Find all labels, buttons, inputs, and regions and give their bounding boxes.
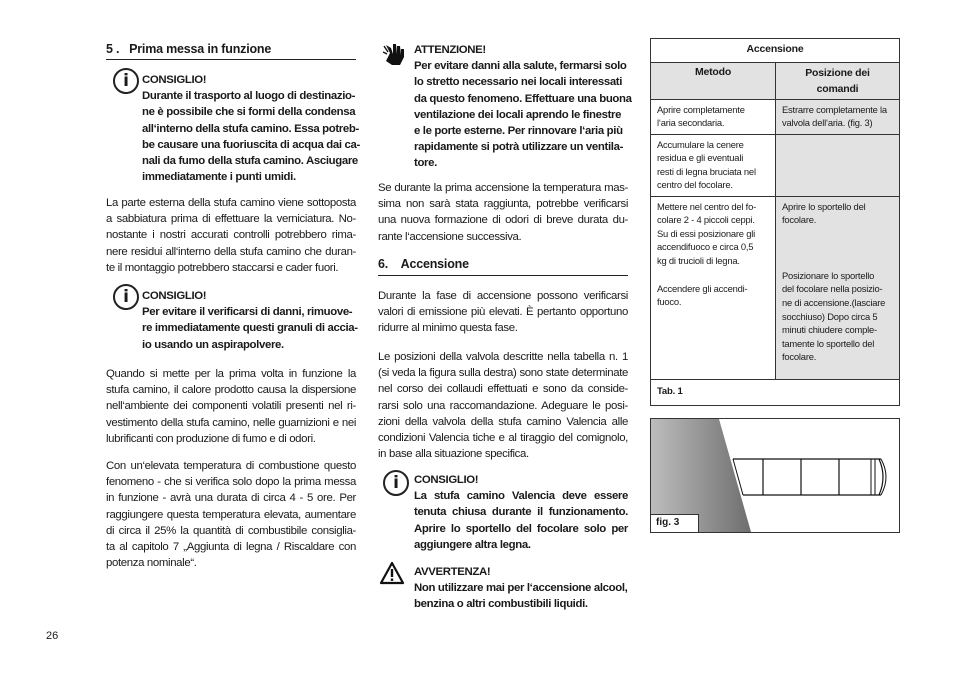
table-caption: Tab. 1 — [657, 385, 683, 397]
text-line: Per evitare danni alla salute, fermarsi solo — [414, 60, 627, 73]
tip-label: CONSIGLIO! — [414, 474, 479, 486]
text-line: immediatamente i punti umidi. — [142, 171, 296, 184]
text-line: condizioni Valencia tiche e al tiraggio del comignolo, — [378, 432, 628, 445]
section-title-5: 5 . Prima messa in funzione — [106, 42, 272, 56]
page-number: 26 — [46, 630, 59, 642]
text-line: kg di trucioli di legna. — [657, 254, 740, 266]
text-line: tore. — [414, 157, 437, 170]
text-line: comandi — [816, 82, 859, 95]
tip-block — [142, 72, 360, 185]
warning-triangle-icon — [379, 561, 405, 585]
text-line: ta al capitolo 7 „Aggiunta di legna / Riscaldare con — [106, 541, 356, 554]
text-line: valvola dell‘aria. (fig. 3) — [782, 117, 873, 129]
body-paragraph — [106, 458, 356, 571]
text-line: Aprire completamente — [657, 103, 745, 115]
table-row — [651, 99, 899, 134]
tip-block — [142, 288, 356, 353]
body-paragraph — [106, 195, 356, 276]
text-line: centro del focolare. — [657, 179, 733, 191]
text-line: lubrificanti con produzione di fumo e di odori. — [106, 432, 316, 445]
figure-caption: fig. 3 — [651, 514, 699, 532]
warning-block — [414, 564, 628, 613]
text-line: accendifuoco e circa 0,5 — [657, 241, 754, 253]
text-line: socchiuso) Dopo circa 5 — [782, 310, 878, 322]
text-line: e le porte esterne. Per rinnovare l‘aria più — [414, 125, 623, 138]
text-line: fuoco. — [657, 296, 682, 308]
table-cell-position — [776, 100, 899, 134]
hand-warning-icon — [383, 42, 407, 68]
text-line: rante l‘accensione successiva. — [378, 230, 522, 243]
text-line: a sabbiatura prima di effettuare la verniciatura. No- — [106, 213, 356, 226]
text-line: da questo fenomeno. Effettuare una buona — [414, 92, 632, 105]
text-line: Posizione dei — [805, 66, 870, 79]
table-caption-row — [651, 379, 899, 406]
text-line: raggiungere questa temperatura elevata, aumentare — [106, 508, 356, 521]
text-line: del focolare nella posizio- — [782, 283, 883, 295]
table-cell-method-a — [657, 200, 769, 268]
text-line: fenomeno - che si verifica solo dopo la prima messa — [106, 476, 356, 489]
table-cell-position — [776, 197, 899, 379]
table-cell-position-a — [782, 200, 893, 227]
text-line: di circa il 25% la quantità di combustibile consiglia- — [106, 524, 356, 537]
text-line: Aprire lo sportello del — [782, 200, 866, 212]
text-line: valori di emissione più elevati. È pertanto opportuno — [378, 306, 628, 319]
text-line: Quando si mette per la prima volta in funzione la — [106, 368, 356, 380]
text-line: sima non sarà stata raggiunta, potrebbe verificarsi — [378, 198, 628, 211]
text-line: Se durante la prima accensione la temperatura mas- — [378, 182, 628, 194]
text-line: io usando un aspirapolvere. — [142, 338, 284, 351]
table-row — [651, 134, 899, 196]
text-line: tenuta chiusa durante il funzionamento. — [414, 506, 628, 519]
info-icon: i — [383, 470, 409, 496]
text-line: Posizionare lo sportello — [782, 269, 875, 281]
text-line: Accumulare la cenere — [657, 138, 744, 150]
text-line: ridurre al minimo questa fase. — [378, 322, 518, 335]
text-line: aggiungere altra legna. — [414, 538, 531, 551]
warning-label: AVVERTENZA! — [414, 566, 491, 578]
text-line: zioni della valvola della stufa camino Valencia alle — [378, 415, 628, 428]
text-line: Durante la fase di accensione possono verificarsi — [378, 290, 628, 302]
tip-text — [414, 488, 628, 553]
attention-label: ATTENZIONE! — [414, 44, 486, 56]
text-line: all‘interno della stufa camino. Essa potreb- — [142, 122, 359, 135]
text-line: La parte esterna della stufa camino viene sottoposta — [106, 197, 356, 209]
text-line: nali da fumo della stufa camino. Asciugare — [142, 155, 358, 168]
text-line: Non utilizzare mai per l‘accensione alcool, — [414, 582, 628, 595]
table-header-method: Metodo — [651, 63, 776, 99]
text-line: focolare. — [782, 214, 817, 226]
text-line: benzina o altri combustibili liquidi. — [414, 598, 588, 611]
text-line: in base alla situazione specifica. — [378, 448, 529, 461]
text-line: resti di legna bruciata nel — [657, 165, 756, 177]
text-line: l‘aria secondaria. — [657, 117, 725, 129]
table-cell-position-b — [782, 269, 893, 364]
figure-valve — [650, 418, 900, 533]
text-line: re immediatamente questi granuli di accia- — [142, 322, 358, 335]
section-title-6: 6. Accensione — [378, 257, 469, 271]
info-icon: i — [113, 284, 139, 310]
text-line: Accendere gli accendi- — [657, 282, 748, 294]
text-line: vestimento della stufa camino, nelle guarnizioni e nei — [106, 416, 356, 429]
text-line: Mettere nel centro del fo- — [657, 200, 757, 212]
table-cell-method — [651, 100, 776, 134]
text-line: potenza nominale“. — [106, 557, 197, 570]
text-line: Con un‘elevata temperatura di combustione questo — [106, 460, 356, 472]
body-paragraph — [378, 180, 628, 245]
text-line: Le posizioni della valvola descritte nella tabella n. 1 — [378, 351, 628, 363]
table-row — [651, 196, 899, 379]
text-line: colare 2 - 4 piccoli ceppi. — [657, 214, 755, 226]
text-line: minuti chiudere comple- — [782, 324, 877, 336]
table-cell-method — [651, 197, 776, 379]
text-line: Su di essi posizionare gli — [657, 227, 755, 239]
text-line: in funzione - avrà una durata di circa 4 - 5 ore. Per — [106, 492, 356, 505]
text-line: tamente lo sportello del — [782, 337, 875, 349]
tip-text — [142, 304, 356, 353]
table-title: Accensione — [746, 43, 804, 55]
tip-label: CONSIGLIO! — [142, 290, 207, 302]
text-line: (si veda la figura sulla destra) sono state determinate — [378, 367, 628, 380]
text-line: nere residui all‘interno della stufa camino che duran- — [106, 245, 356, 258]
text-line: La stufa camino Valencia deve essere — [414, 490, 628, 503]
text-line: Estrarre completamente la — [782, 103, 887, 115]
table-cell-position — [776, 135, 899, 196]
text-line: una nuova formazione di odori di breve durata du- — [378, 214, 628, 227]
tip-text — [142, 88, 360, 185]
tip-label: CONSIGLIO! — [142, 74, 207, 86]
attention-block — [414, 42, 632, 172]
text-line: te il montaggio potrebbero staccarsi e cader fuori. — [106, 261, 339, 274]
table-header-position — [776, 63, 899, 99]
text-line: rarsi solo una raccomandazione. Adeguare le posi- — [378, 399, 628, 412]
body-paragraph — [378, 288, 628, 337]
attention-text — [414, 58, 632, 171]
table-cell-method — [651, 135, 776, 196]
tip-block — [414, 472, 628, 553]
text-line: nell‘ambiente dei componenti volatili presenti nel ri- — [106, 400, 356, 413]
info-icon: i — [113, 68, 139, 94]
table-header-row — [651, 62, 899, 99]
section-rule — [378, 275, 628, 276]
text-line: nel corso dei collaudi effettuati e sono da conside- — [378, 383, 628, 396]
text-line: lo stretto necessario nei locali interessati — [414, 76, 623, 89]
table-cell-method-b — [657, 282, 769, 309]
text-line: rapidamente si potrà utilizzare un ventila- — [414, 141, 624, 154]
text-line: residua e gli eventuali — [657, 152, 744, 164]
text-line: Aprire lo sportello del focolare solo per — [414, 522, 628, 535]
text-line: Durante il trasporto al luogo di destinazio- — [142, 90, 356, 103]
text-line: be causare una fuoriuscita di acqua dai ca- — [142, 138, 360, 151]
text-line: ne è possibile che si formi della condensa — [142, 106, 356, 119]
section-rule — [106, 59, 356, 60]
body-paragraph — [378, 349, 628, 462]
text-line: stufa camino, il calore prodotto causa la dispersione — [106, 384, 356, 397]
text-line: ventilazione dei locali aprendo le finestre — [414, 108, 622, 121]
ignition-table — [650, 38, 900, 406]
text-line: focolare. — [782, 351, 817, 363]
warning-text — [414, 580, 628, 612]
body-paragraph — [106, 366, 356, 447]
text-line: ne di accensione.(lasciare — [782, 296, 886, 308]
text-line: Per evitare il verificarsi di danni, rimuove- — [142, 306, 353, 319]
text-line: nostante i nostri accurati controlli potrebbero rima- — [106, 229, 356, 242]
